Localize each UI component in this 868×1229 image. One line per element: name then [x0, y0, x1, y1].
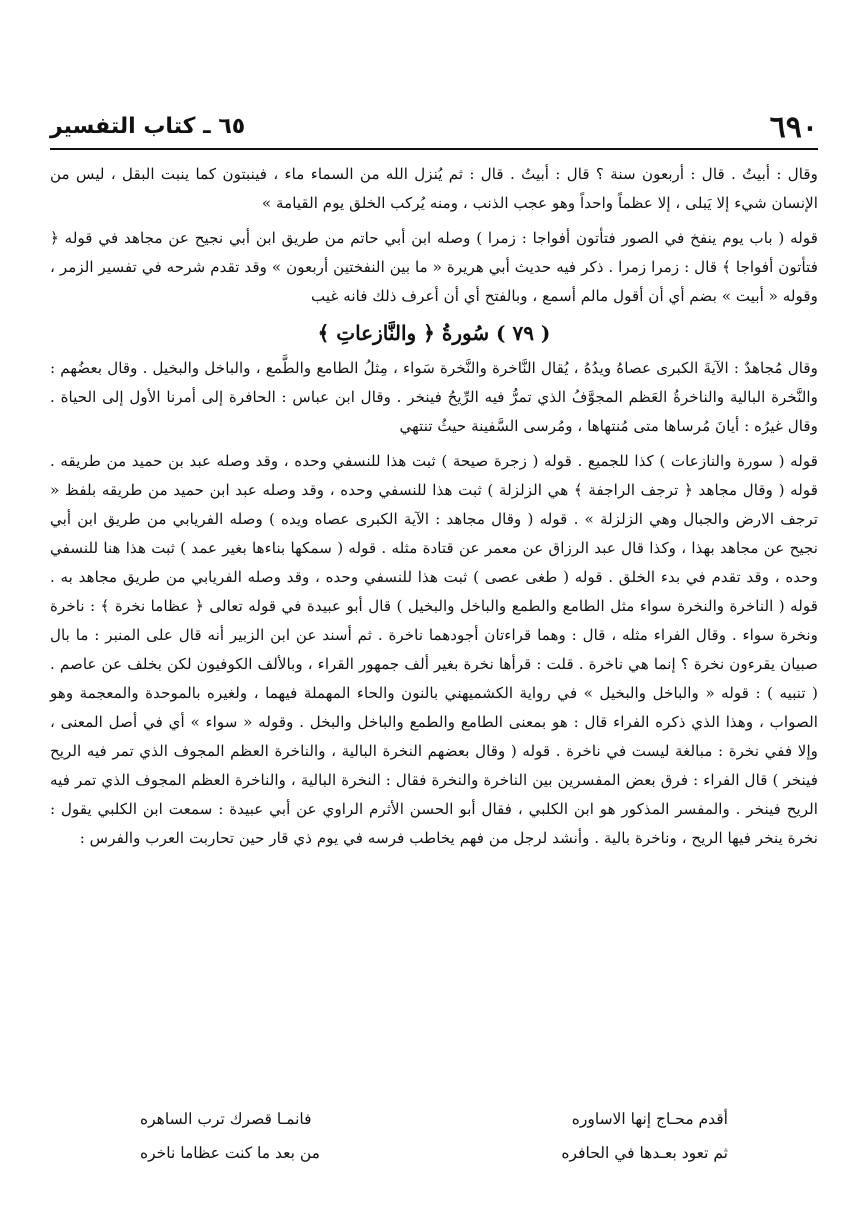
verse-2-second-hemistich: من بعد ما كنت عظاما ناخره — [140, 1144, 320, 1162]
verse-2 — [140, 1144, 728, 1178]
paragraph-3: وقال مُجاهدٌ : الآيةَ الكبرى عصاهُ ويدُهُ ، يُقال النَّاخرة والنَّخرة سَواء ، مِثلُ الطامع والطَّمع ، والباخل والبخيل . وقال بعضُهم : والنَّخرة البالية والناخرةُ العَظم المجوَّفُ الذي تمرُّ فيه الرِّيحُ فينخر . وقال ابن عباس : الحافرة إلى أمرنا الأول إلى الحياة . وقال غيرُه : أيانَ مُرساها متى مُنتهاها ، ومُرسى السَّفينة حيثُ تنتهي — [50, 359, 818, 435]
page-number: ٦٩٠ — [769, 110, 818, 145]
verse-1-second-hemistich: فانمـا قصرك ترب الساهره — [140, 1110, 312, 1128]
paragraph-1: وقال : أبيتُ . قال : أربعون سنة ؟ قال : أبيتُ . قال : ثم يُنزل الله من السماء ماء ، فينبتون كما ينبت البقل ، ليس من الإنسان شيء إلا يَبلى ، إلا عظماً واحداً وهو عجب الذنب ، ومنه يُركب الخلق يوم القيامة » — [50, 165, 818, 212]
page-header — [50, 108, 818, 150]
paragraph-4: قوله ( سورة والنازعات ) كذا للجميع . قوله ( زجرة صيحة ) ثبت هذا للنسفي وحده ، وقد وصله عبد بن حميد من طريقه . قوله ( وقال مجاهد ﴿ ترجف الراجفة ﴾ هي الزلزلة ) ثبت هذا للنسفي وحده ، وقد وصله عبد ابن حميد من طريقه بلفظ « ترجف الارض والجبال وهي الزلزلة » . قوله ( وقال مجاهد : الآية الكبرى عصاه ويده ) وصله الفريابي من طريق ابن أبي نجيح عن مجاهد بهذا ، وكذا قال عبد الرزاق عن معمر عن قتادة مثله . قوله ( سمكها بناءها بغير عمد ) ثبت هذا هنا للنسفي وحده ، وقد تقدم في بدء الخلق . قوله ( طغى عصى ) ثبت هذا للنسفي وحده ، وقد وصله الفريابي من طريق مجاهد به . قوله ( الناخرة والنخرة سواء مثل الطامع والطمع والباخل والبخيل ) قال أبو عبيدة في قوله تعالى ﴿ عظاما نخرة ﴾ : ناخرة ونخرة سواء . وقال الفراء مثله ، قال : وهما قراءتان أجودهما ناخرة . ثم أسند عن ابن الزبير أنه قال على المنبر : ما بال صبيان يقرءون نخرة ؟ إنما هي ناخرة . قلت : قرأها نخرة بغير ألف جمهور القراء ، وبالألف الكوفيون لكن بخلف عن عاصم . ( تنبيه ) : قوله « والباخل والبخيل » في رواية الكشميهني بالنون والحاء المهملة فيهما ، ولغيره بالموحدة والمعجمة وهو الصواب ، وهذا الذي ذكره الفراء قال : هو بمعنى الطامع والطمع والباخل والبخل . وقوله « سواء » أي في أصل المعنى ، وإلا ففي نخرة : مبالغة ليست في ناخرة . قوله ( وقال بعضهم النخرة البالية ، والناخرة العظم المجوف الذي تمر فيه الريح فينخر ) قال الفراء : فرق بعض المفسرين بين الناخرة والنخرة فقال : النخرة البالية ، والناخرة العظم المجوف الذي تمر فيه الريح فينخر . والمفسر المذكور هو ابن الكلبي ، فقال أبو الحسن الأثرم الراوي عن أبي عبيدة : سمعت ابن الكلبي يقول : نخرة ينخر فيها الريح ، وناخرة بالية . وأنشد لرجل من فهم يخاطب فرسه في يوم ذي قار حين تحاربت العرب والفرس : — [50, 452, 818, 847]
paragraph-2: قوله ( باب يوم ينفخ في الصور فتأتون أفواجا : زمرا ) وصله ابن أبي حاتم من طريق ابن أبي نجيح عن مجاهد في قوله ﴿ فتأتون أفواجا ﴾ قال : زمرا زمرا . ذكر فيه حديث أبي هريرة « ما بين النفختين أربعون » وقد تقدم شرحه في تفسير الزمر ، وقوله « أبيت » بضم أي أن أقول مالم أسمع ، وبالفتح أي أن أعرف ذلك فانه غيب — [50, 229, 818, 305]
running-title: ٦٥ ـ كتاب التفسير — [50, 114, 246, 139]
poem — [140, 1110, 728, 1178]
verse-2-first-hemistich: ثم تعود بعـدها في الحافره — [561, 1144, 728, 1162]
page-body — [50, 160, 818, 853]
verse-1-first-hemistich: أقدم محـاج إنها الاساوره — [571, 1110, 728, 1128]
verse-1 — [140, 1110, 728, 1144]
surah-heading: ( ٧٩ ) سُورةُ ﴿ والنَّازعاتِ ﴾ — [317, 321, 551, 345]
